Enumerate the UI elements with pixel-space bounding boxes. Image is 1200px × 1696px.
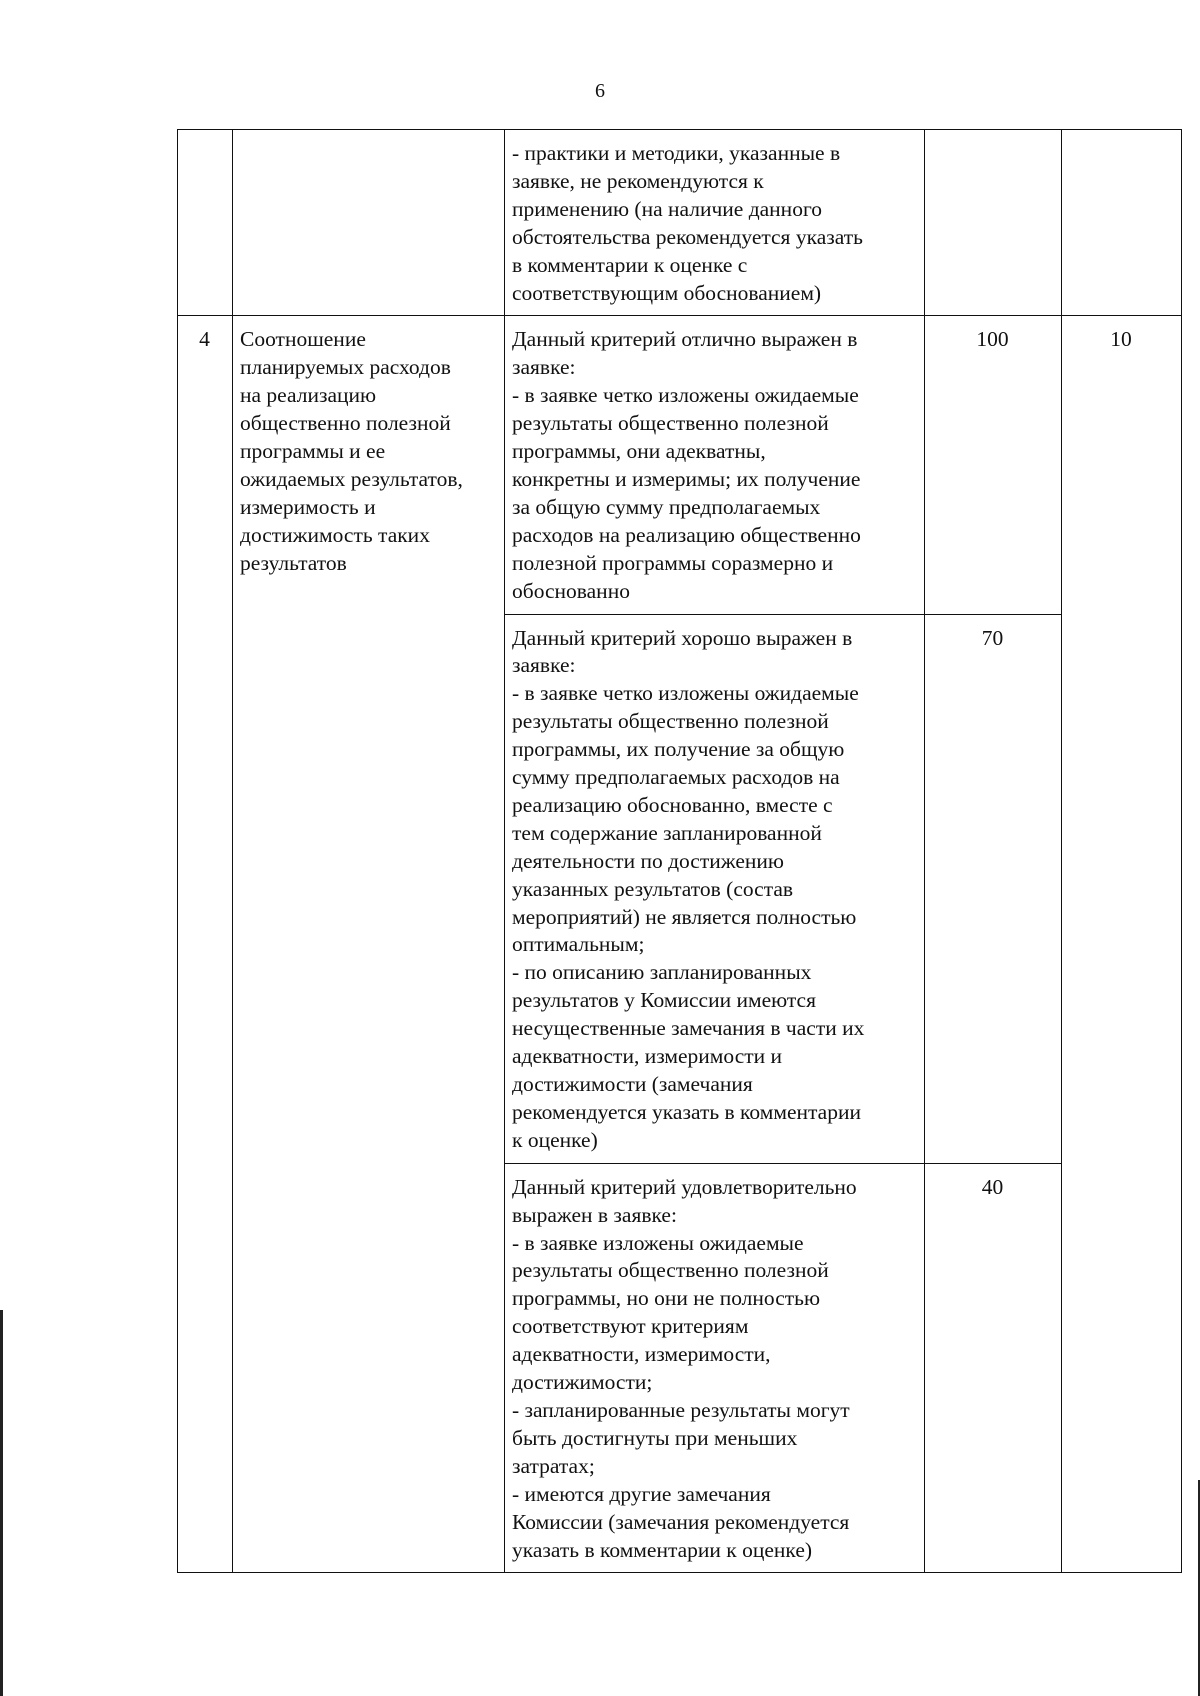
row-number-cell: 4 [178,316,233,1573]
score-cell: 70 [925,614,1062,1163]
table-row [178,316,1182,614]
row-number-cell [178,130,233,316]
criterion-cell [233,130,505,316]
description-cell: Данный критерий отлично выражен в заявке: - в заявке четко изложены ожидаемые результаты общественно полезной программы, они адекватны, конкретны и измеримы; их получение за общую сумму предполагаемых расходов на реализацию общественно полезной программы соразмерно и обоснованно [505,316,925,614]
description-cell: Данный критерий удовлетворительно выражен в заявке: - в заявке изложены ожидаемые результаты общественно полезной программы, но они не полностью соответствуют критериям адекватности, измеримости, достижимости; - запланированные результаты могут быть достигнуты при меньших затратах; - имеются другие замечания Комиссии (замечания рекомендуется указать в комментарии к оценке) [505,1163,925,1573]
table-row [178,130,1182,316]
score-cell: 40 [925,1163,1062,1573]
description-cell: Данный критерий хорошо выражен в заявке: - в заявке четко изложены ожидаемые результаты общественно полезной программы, их получение за общую сумму предполагаемых расходов на реализацию обоснованно, вместе с тем содержание запланированной деятельности по достижению указанных результатов (состав мероприятий) не является полностью оптимальным; - по описанию запланированных результатов у Комиссии имеются несущественные замечания в части их адекватности, измеримости и достижимости (замечания рекомендуется указать в комментарии к оценке) [505,614,925,1163]
score-cell: 100 [925,316,1062,614]
weight-cell: 10 [1062,316,1182,1573]
weight-cell [1062,130,1182,316]
scan-edge-mark [0,1310,3,1696]
page-number: 6 [595,80,605,102]
score-cell [925,130,1062,316]
criteria-table [177,129,1182,1573]
criterion-cell: Соотношение планируемых расходов на реализацию общественно полезной программы и ее ожидаемых результатов, измеримость и достижимость таких результатов [233,316,505,1573]
description-cell: - практики и методики, указанные в заявке, не рекомендуются к применению (на наличие данного обстоятельства рекомендуется указать в комментарии к оценке с соответствующим обоснованием) [505,130,925,316]
